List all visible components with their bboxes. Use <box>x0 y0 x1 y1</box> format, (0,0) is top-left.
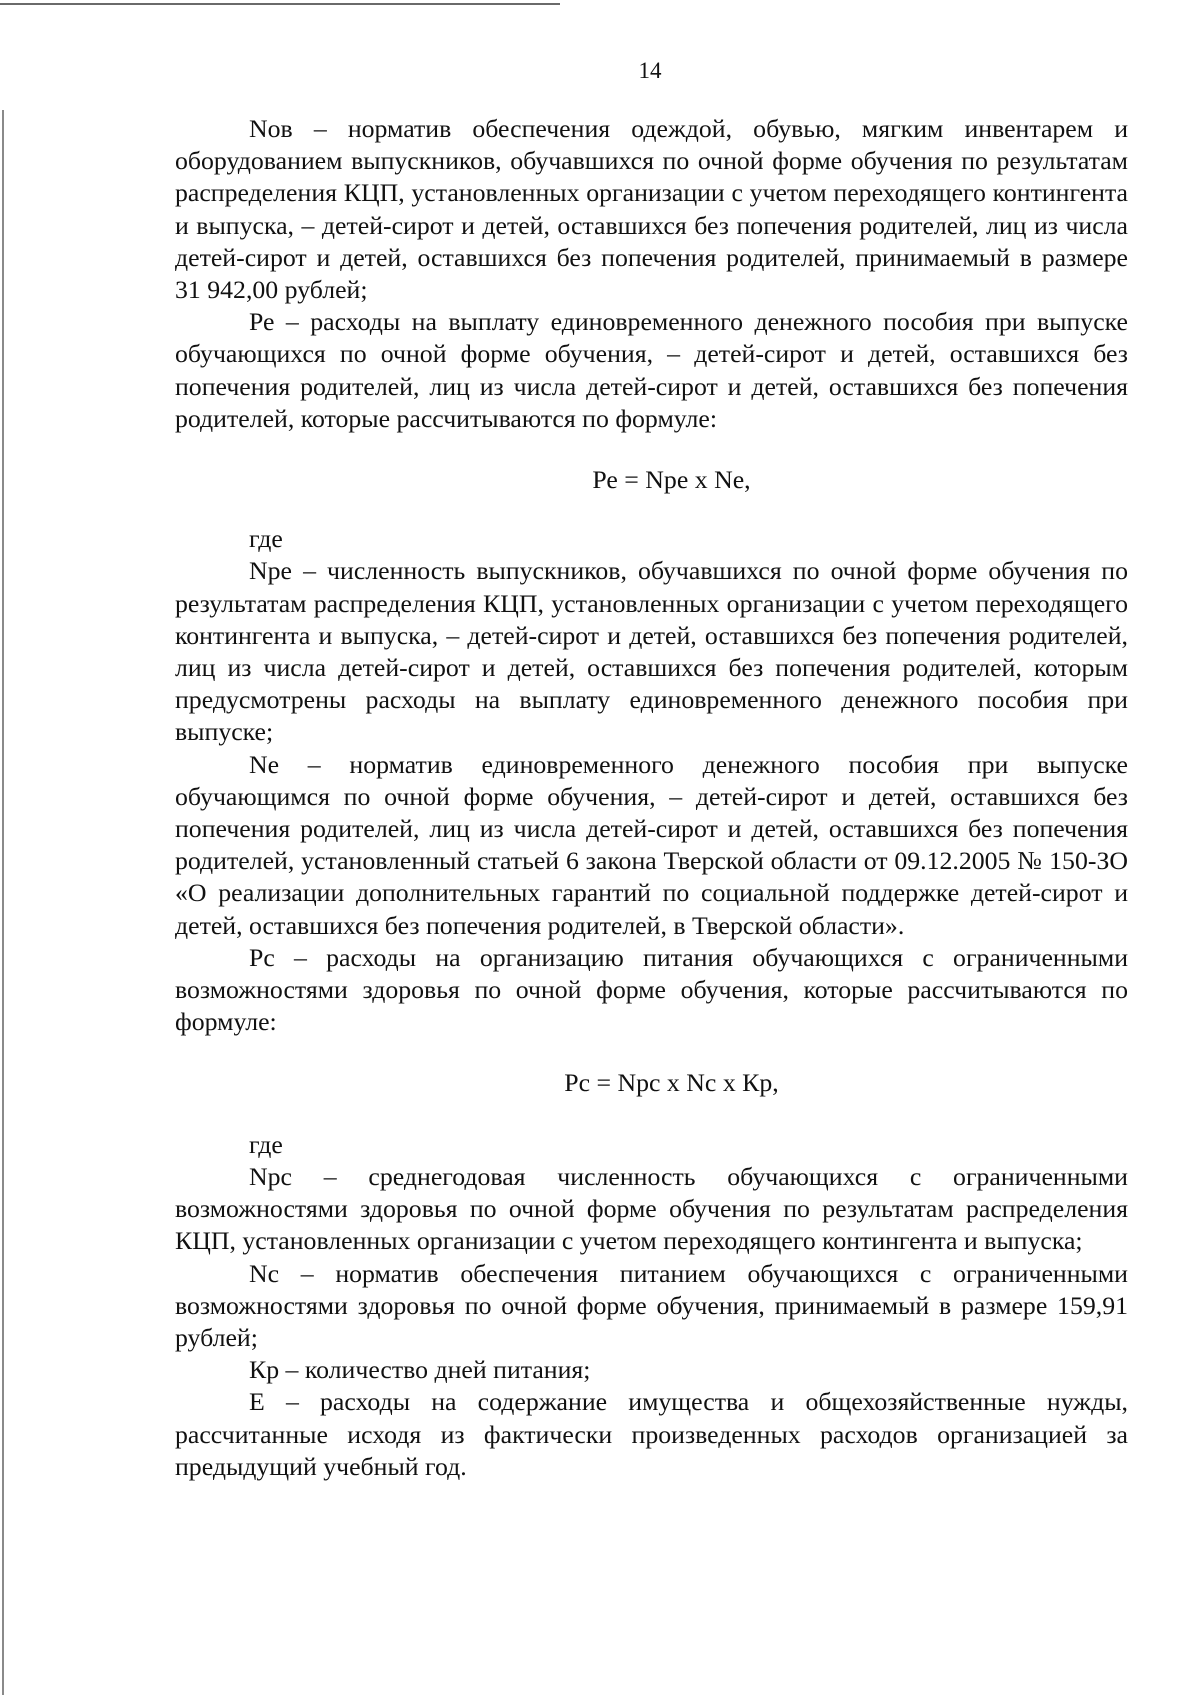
paragraph-nrc: Nрс – среднегодовая численность обучающихся с ограниченными возможностями здоровья по очной форме обучения по результатам распределения КЦП, установленных организации с учетом переходящего контингента и выпуска; <box>175 1161 1128 1256</box>
paragraph-nc: Nс – норматив обеспечения питанием обучающихся с ограниченными возможностями здоровья по очной форме обучения, принимаемый в размере 159,91 рублей; <box>175 1258 1128 1352</box>
where-label-1: где <box>249 524 283 554</box>
where-label-2: где <box>249 1129 283 1159</box>
paragraph-ne: Nе – норматив единовременного денежного пособия при выпуске обучающимся по очной форме обучения, – детей-сирот и детей, оставшихся без попечения родителей, лиц из числа детей-сирот и детей, оставшихся без попечения родителей, установленный статьей 6 закона Тверской области от 09.12.2005 № 150-ЗО «О реализации дополнительных гарантий по социальной поддержке детей-сирот и детей, оставшихся без попечения родителей, в Тверской области». <box>175 749 1128 940</box>
page-number: 14 <box>638 58 662 83</box>
document-body <box>175 113 1128 1483</box>
formula-re: Ре = Nре х Nе, <box>592 465 751 495</box>
paragraph-rc: Рс – расходы на организацию питания обучающихся с ограниченными возможностями здоровья по очной форме обучения, которые рассчитываются по формуле: <box>175 942 1128 1037</box>
paragraph-re: Ре – расходы на выплату единовременного денежного пособия при выпуске обучающихся по очной форме обучения, – детей-сирот и детей, оставшихся без попечения родителей, лиц из числа детей-сирот и детей, оставшихся без попечения родителей, которые рассчитываются по формуле: <box>175 307 1128 433</box>
paragraph-nov: Nов – норматив обеспечения одеждой, обувью, мягким инвентарем и оборудованием выпускников, обучавшихся по очной форме обучения по результатам распределения КЦП, установленных организации с учетом переходящего контингента и выпуска, – детей-сирот и детей, оставшихся без попечения родителей, лиц из числа детей-сирот и детей, оставшихся без попечения родителей, принимаемый в размере 31 942,00 рублей; <box>175 114 1128 305</box>
paragraph-e: Е – расходы на содержание имущества и общехозяйственные нужды, рассчитанные исходя из фактически произведенных расходов организацией за предыдущий учебный год. <box>175 1387 1128 1481</box>
scan-edge-left <box>2 110 4 1695</box>
scan-edge-top <box>0 3 560 5</box>
formula-rc: Рс = Nрс х Nс х Кр, <box>564 1068 779 1098</box>
paragraph-kr: Кр – количество дней питания; <box>249 1355 591 1385</box>
paragraph-nre: Nре – численность выпускников, обучавшихся по очной форме обучения по результатам распределения КЦП, установленных организации с учетом переходящего контингента и выпуска, – детей-сирот и детей, оставшихся без попечения родителей, лиц из числа детей-сирот и детей, оставшихся без попечения родителей, которым предусмотрены расходы на выплату единовременного денежного пособия при выпуске; <box>175 556 1128 747</box>
